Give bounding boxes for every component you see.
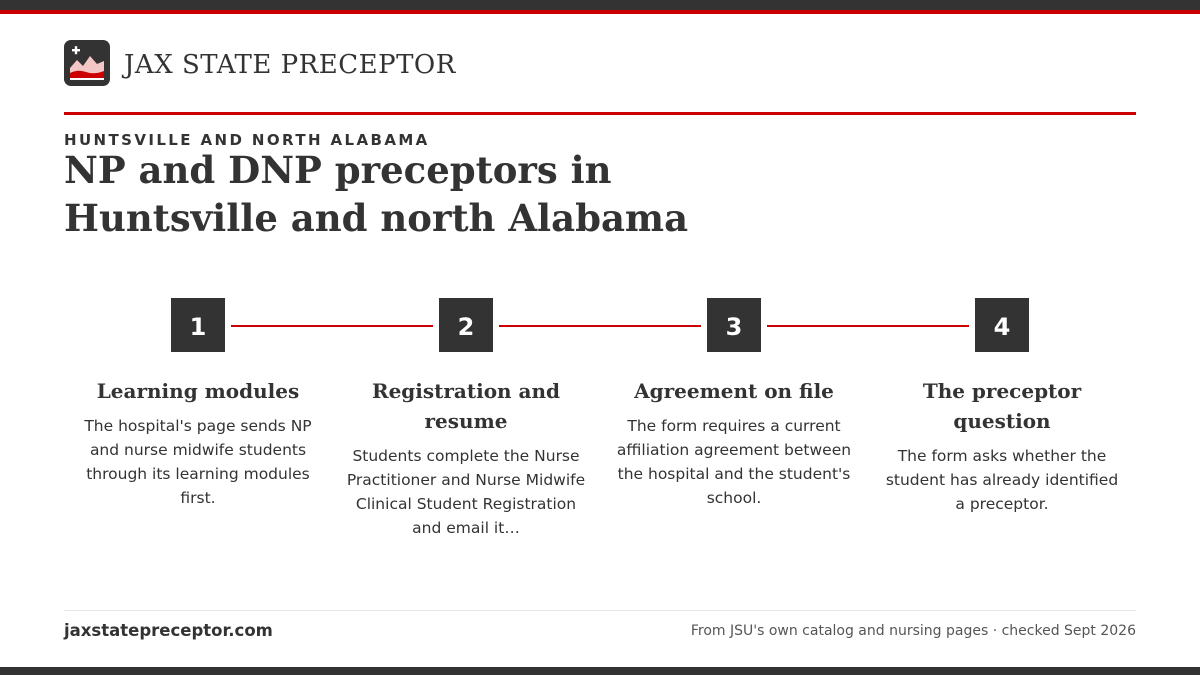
step-description: The form requires a current affiliation agreement between the hospital and the student's school.	[616, 417, 852, 507]
top-bar-accent	[0, 10, 1200, 14]
brand[interactable]	[64, 40, 456, 86]
step-number-badge: 3	[707, 298, 761, 352]
steps-timeline	[64, 298, 1136, 558]
step-description: The hospital's page sends NP and nurse midwife students through its learning modules first.	[84, 417, 312, 507]
step-number-badge: 2	[439, 298, 493, 352]
step-title: Registration and resume	[371, 379, 561, 433]
step-title: Learning modules	[96, 379, 300, 403]
bottom-bar-dark	[0, 667, 1200, 675]
step-number-badge: 4	[975, 298, 1029, 352]
step-preceptor-question	[877, 298, 1127, 516]
step-number-badge: 1	[171, 298, 225, 352]
footer-site-link[interactable]: jaxstatepreceptor.com	[64, 621, 273, 640]
step-description: The form asks whether the student has already identified a preceptor.	[885, 447, 1119, 513]
step-registration-resume	[341, 298, 591, 540]
step-title: Agreement on file	[634, 379, 834, 403]
eyebrow-label: HUNTSVILLE AND NORTH ALABAMA	[64, 131, 430, 149]
step-description: Students complete the Nurse Practitioner and Nurse Midwife Clinical Student Registration and email it…	[346, 447, 586, 537]
mountain-chart-plus-icon	[64, 40, 110, 86]
top-bar-dark	[0, 0, 1200, 10]
footer-divider	[64, 610, 1136, 611]
brand-name: JAX STATE PRECEPTOR	[124, 50, 456, 80]
step-title: The preceptor question	[922, 379, 1082, 433]
header-divider	[64, 112, 1136, 115]
footer-source-note: From JSU's own catalog and nursing pages · checked Sept 2026	[690, 623, 1136, 639]
step-learning-modules	[73, 298, 323, 510]
step-agreement-on-file	[609, 298, 859, 510]
page-title: NP and DNP preceptors in Huntsville and north Alabama	[64, 148, 689, 240]
